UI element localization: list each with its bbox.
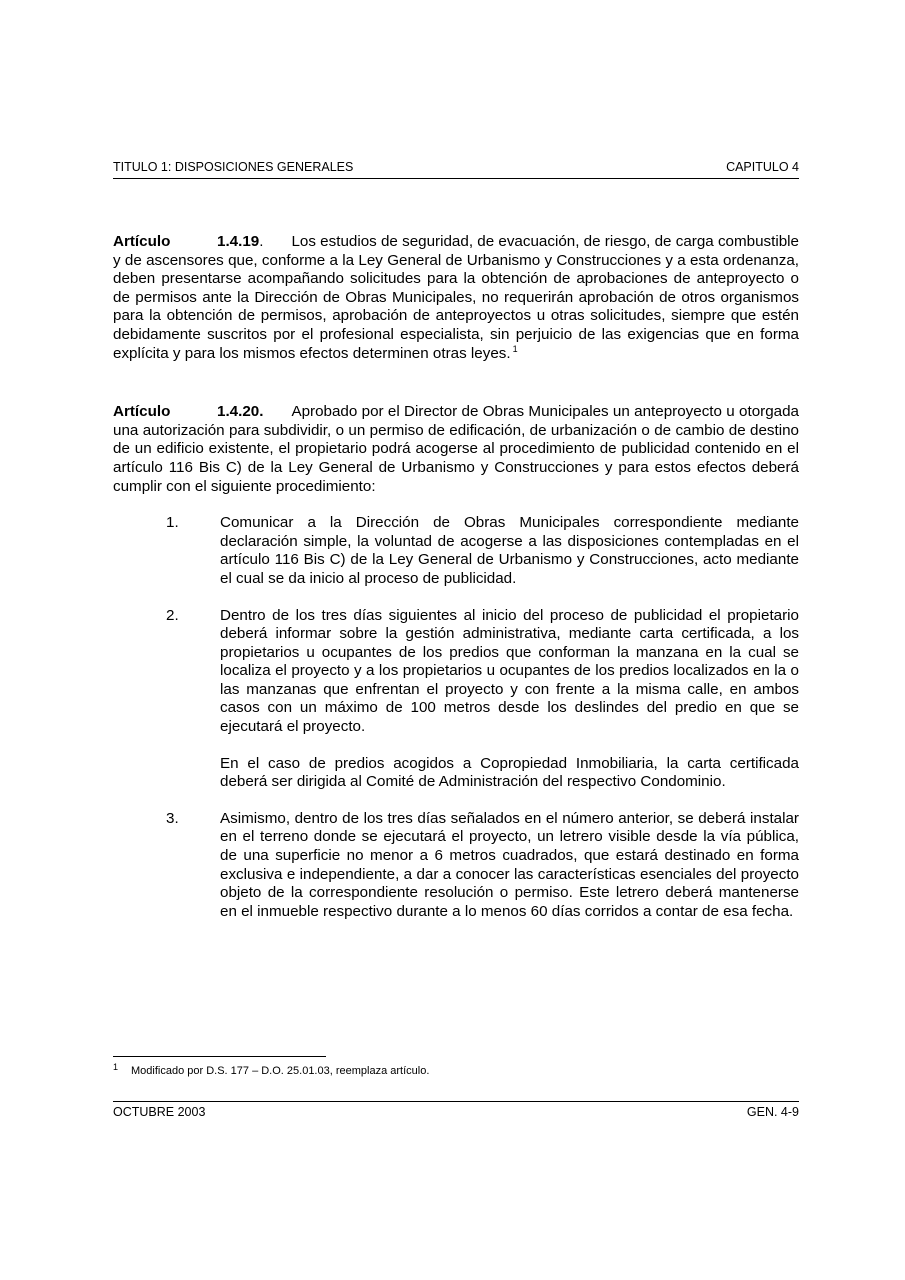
list-item-body — [220, 514, 799, 588]
footnote-divider — [113, 1056, 326, 1057]
list-item-text: En el caso de predios acogidos a Copropiedad Inmobiliaria, la carta certificada deberá ser dirigida al Comité de Administración del respectivo Condominio. — [220, 754, 799, 791]
list-item — [113, 514, 799, 588]
article-number: 1.4.20. — [217, 403, 264, 421]
list-item — [113, 810, 799, 922]
document-page — [113, 0, 799, 1280]
article-number — [217, 233, 263, 252]
article-1-4-19 — [113, 233, 799, 363]
list-item-number: 2. — [166, 606, 179, 624]
list-item-number: 1. — [166, 514, 179, 532]
footnote-reference[interactable]: 1 — [512, 343, 518, 354]
article-number-punct: . — [259, 233, 264, 250]
procedure-list — [113, 514, 799, 921]
header-chapter: CAPITULO 4 — [726, 160, 799, 174]
list-item-text: Comunicar a la Dirección de Obras Municipales correspondiente mediante declaración simple, la voluntad de acogerse a las disposiciones contempladas en el artículo 116 Bis C) de la Ley General de Urbanismo y Construcciones, acto mediante el cual se da inicio al proceso de publicidad. — [220, 514, 799, 587]
article-number-value: 1.4.19 — [217, 233, 260, 250]
list-item-text: Asimismo, dentro de los tres días señalados en el número anterior, se deberá instalar en el terreno donde se ejecutará el proyecto, un letrero visible desde la vía pública, de una superficie no menor a 6 metros cuadrados, que estará destinado en forma exclusiva e independiente, a dar a conocer las características esenciales del proyecto objeto de la correspondiente resolución o permiso. Este letrero deberá mantenerse en el inmueble respectivo durante a lo menos 60 días corridos a contar de esa fecha. — [220, 809, 799, 920]
article-label: Artículo — [113, 233, 171, 250]
list-item-text: Dentro de los tres días siguientes al inicio del proceso de publicidad el propietario deberá informar sobre la gestión administrativa, mediante carta certificada, a los propietarios u ocupantes de los predios que conforman la manzana en la cual se localiza el proyecto y a los propietarios u ocupantes de los predios localizados en la o las manzanas que enfrentan el proyecto y con frente a la misma calle, en ambos casos con un máximo de 100 metros desde los deslindes del predio en que se ejecutará el proyecto. — [220, 606, 799, 736]
footer-date: OCTUBRE 2003 — [113, 1105, 206, 1119]
page-content — [113, 233, 799, 939]
list-item-body — [220, 607, 799, 792]
list-item-number: 3. — [166, 809, 179, 827]
footnote-mark: 1 — [113, 1062, 119, 1072]
page-footer — [113, 1101, 799, 1119]
list-item — [113, 607, 799, 792]
article-label: Artículo — [113, 403, 171, 421]
footnote-text: Modificado por D.S. 177 – D.O. 25.01.03, reemplaza artículo. — [131, 1065, 430, 1077]
footnote — [113, 1064, 799, 1078]
header-title: TITULO 1: DISPOSICIONES GENERALES — [113, 160, 354, 174]
article-text: Los estudios de seguridad, de evacuación, de riesgo, de carga combustible y de ascensores que, conforme a la Ley General de Urbanismo y Construcciones y a esta ordenanza, deben presentarse acompañando solicitudes para la obtención de aprobaciones de anteproyecto o de permisos ante la Dirección de Obras Municipales, no requerirán aprobación de otros organismos para la obtención de permisos, aprobación de anteproyectos u otras solicitudes, siempre que estén debidamente suscritos por el profesional especialista, sin perjuicio de las exigencias que en forma explícita y para los mismos efectos determinen otras leyes. — [113, 233, 799, 362]
page-header — [113, 160, 799, 179]
page-number: GEN. 4-9 — [746, 1105, 799, 1119]
article-1-4-20 — [113, 403, 799, 496]
article-text: Aprobado por el Director de Obras Municipales un anteproyecto u otorgada una autorización para subdividir, o un permiso de edificación, de urbanización o de cambio de destino de un edificio existente, el propietario podrá acogerse al procedimiento de publicidad contenido en el artículo 116 Bis C) de la Ley General de Urbanismo y Construcciones y para estos efectos deberá cumplir con el siguiente procedimiento: — [113, 403, 799, 495]
list-item-body — [220, 810, 799, 922]
